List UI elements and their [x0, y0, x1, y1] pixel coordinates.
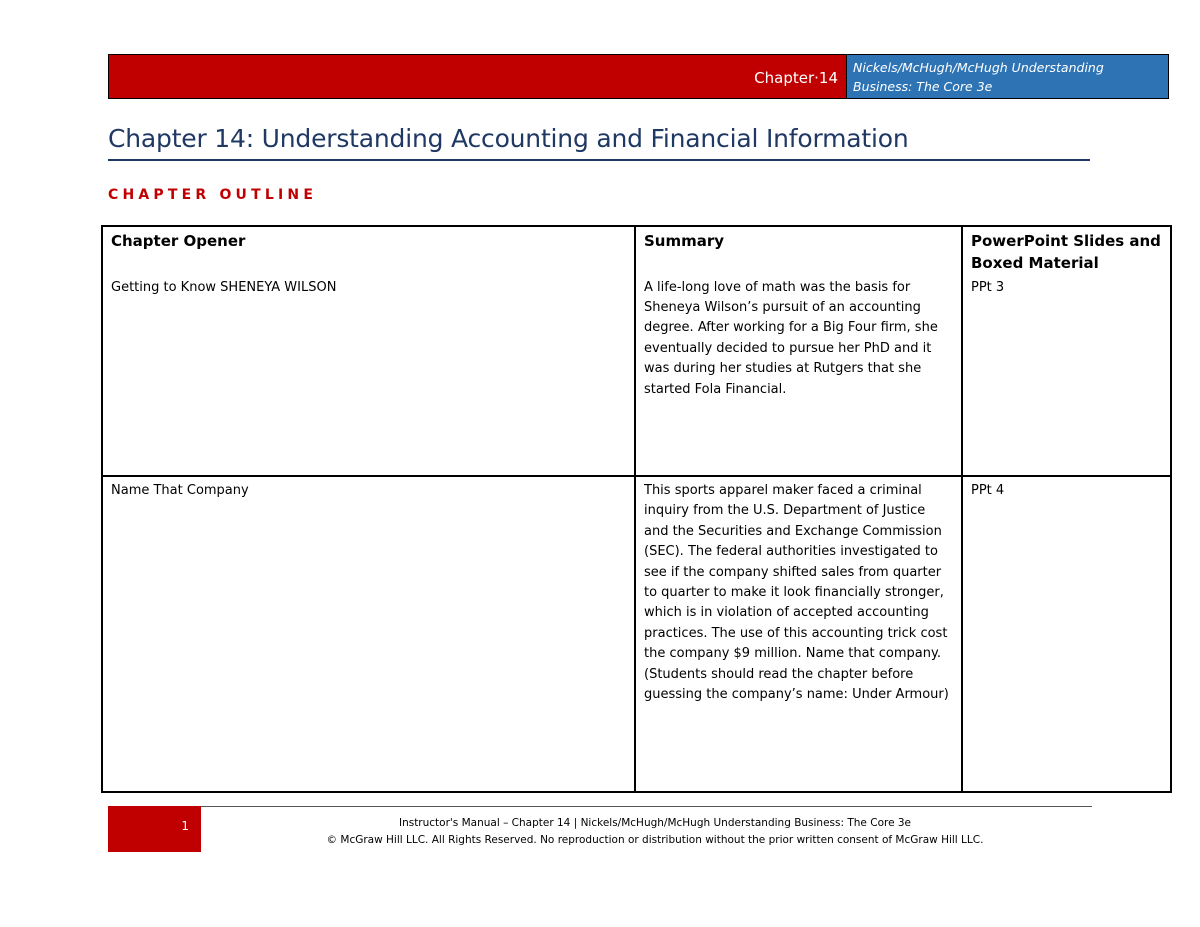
footer-copyright: © McGraw Hill LLC. All Rights Reserved. No reproduction or distribution without the prior written consent of McGraw Hill LLC.: [326, 834, 984, 846]
table-cell: [102, 476, 635, 792]
page-title: Chapter 14: Understanding Accounting and Financial Information: [108, 124, 909, 153]
table-cell: [962, 476, 1171, 792]
column-header-chapter-opener: Chapter Opener: [111, 232, 246, 250]
row-summary: This sports apparel maker faced a criminal inquiry from the U.S. Department of Justice and the Securities and Exchange Commission (SEC). The federal authorities investigated to see if the company shifted sales from quarter to quarter to make it look financially stronger, which is in violation of accepted accounting practices. The use of this accounting trick cost the company $9 million. Name that company. (Students should read the chapter before guessing the company’s name: Under Armour): [644, 483, 949, 703]
row-slides: PPt 4: [971, 483, 1005, 498]
section-label: CHAPTER OUTLINE: [108, 187, 318, 203]
table-cell: [102, 226, 635, 476]
header-book-title: [846, 55, 1168, 98]
table-cell: [962, 226, 1171, 476]
column-header-slides: PowerPoint Slides and Boxed Material: [971, 232, 1161, 272]
footer-line1: Instructor's Manual – Chapter 14 | Nickels/McHugh/McHugh Understanding Business: The Core 3e: [398, 817, 912, 829]
table-row: [102, 226, 1171, 476]
page-header: [108, 54, 1169, 99]
header-red-band: [109, 55, 846, 98]
table-cell: [635, 476, 962, 792]
page-number: 1: [181, 819, 189, 833]
header-book-line1: Nickels/McHugh/McHugh Understanding: [853, 60, 1104, 75]
table-row: [102, 476, 1171, 792]
row-slides: PPt 3: [971, 280, 1005, 295]
title-underline: [108, 159, 1090, 161]
column-header-summary: Summary: [644, 232, 725, 250]
row-topic: Getting to Know SHENEYA WILSON: [111, 279, 337, 295]
footer-page-box: [108, 806, 201, 852]
row-topic: Name That Company: [111, 483, 249, 498]
chapter-outline-table: [101, 225, 1172, 793]
header-book-line2: Business: The Core 3e: [853, 79, 993, 94]
footer-text: [205, 815, 1105, 849]
table-cell: [635, 226, 962, 476]
row-summary: A life-long love of math was the basis for Sheneya Wilson’s pursuit of an accounting degree. After working for a Big Four firm, she eventually decided to pursue her PhD and it was during her studies at Rutgers that she started Fola Financial.: [644, 279, 938, 397]
header-chapter-label: Chapter·14: [754, 69, 838, 87]
footer-rule: [201, 806, 1092, 807]
